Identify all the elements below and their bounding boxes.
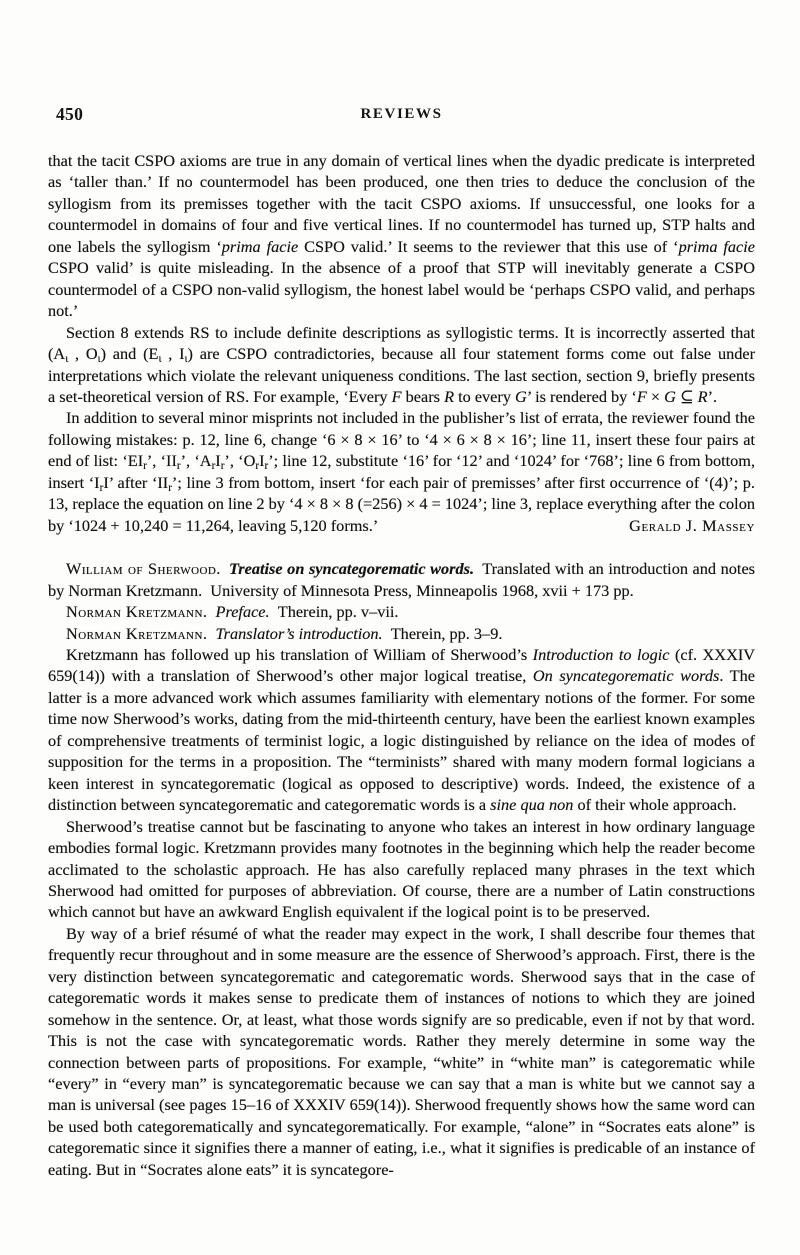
bibliography-entry-preface: Norman Kretzmann. Preface. Therein, pp. v–vii. xyxy=(66,602,399,622)
bibliography-entry-sherwood: William of Sherwood. Treatise on syncategorematic words. Translated with an introduction and notes by Norman Kretzmann. University of Minnesota Press, Minneapolis 1968, xvii + 173 pp. xyxy=(48,559,756,600)
paragraph-errata: In addition to several minor misprints not included in the publisher’s list of errata, the reviewer found the following mistakes: p. 12, line 6, change ‘6 × 8 × 16’ to ‘4 × 6 × 8 × 16’; line 11, insert these four pairs at end of list: ‘$EI_r$’, ‘$II_r$’, ‘$A_rI_r$’, ‘$O_rI_r$’; line 12, substitute ‘16’ for ‘12’ and ‘1024’ for ‘768’; line 6 from bottom, insert ‘$I_rI$’ after ‘$II_r$’; line 3 from bottom, insert ‘for each pair of premisses’ after first occurrence of ‘(4)’; p. 13, replace the equation on line 2 by ‘4 × 8 × 8 (=256) × 4 = 1024’; line 3, replace everything after the colon by ‘1024 + 10,240 = 11,264, leaving 5,120 forms.’ Gerald J. Massey xyxy=(48,408,756,535)
paragraph-stp-cspo: that the tacit CSPO axioms are true in any domain of vertical lines when the dyadic predicate is interpreted as ‘taller than.’ If no countermodel has been produced, one then tries to deduce the conclusion of the syllogism from its premisses together with the tacit CSPO axioms. If unsuccessful, one looks for a countermodel in domains of four and five vertical lines. If no countermodel has turned up, STP halts and one labels the syllogism ‘prima facie CSPO valid.’ It seems to the reviewer that this use of ‘prima facie CSPO valid’ is quite misleading. In the absence of a proof that STP will inevitably generate a CSPO countermodel of a CSPO non-valid syllogism, the honest label would be ‘perhaps CSPO valid, and perhaps not.’ xyxy=(48,151,756,321)
review-body xyxy=(48,150,755,1180)
paragraph-four-themes: By way of a brief résumé of what the reader may expect in the work, I shall describe four themes that frequently recur throughout and in some measure are the essence of Sherwood’s approach. First, there is the very distinction between syncategorematic and categorematic words. Sherwood says that in the case of categorematic words it makes sense to predicate them of instances of notions to which they are joined somehow in the sentence. Or, at least, what those words signify are so predicable, even if not by that word. This is not the case with syncategorematic words. Rather they merely determine in some way the connection between parts of propositions. For example, “white” in “white man” is categorematic while “every” in “every man” is syncategorematic because we can say that a man is white but we cannot say a man is universal (see pages 15–16 of XXXIV 659(14)). Sherwood frequently shows how the same word can be used both categorematically and syncategorematically. For example, “alone” in “Socrates eats alone” is categorematic since it signifies there a manner of eating, i.e., what it signifies is predicable of an instance of eating. But in “Socrates alone eats” it is syncategore- xyxy=(48,923,755,1179)
page-number: 450 xyxy=(56,104,84,124)
running-head-title: REVIEWS xyxy=(360,106,443,122)
running-header xyxy=(48,104,755,126)
bibliography-entry-translators-introduction: Norman Kretzmann. Translator’s introduction. Therein, pp. 3–9. xyxy=(66,623,503,643)
paragraph-kretzmann-translation: Kretzmann has followed up his translation of William of Sherwood’s Introduction to logic (cf. XXXIV 659(14)) with a translation of Sherwood’s other major logical treatise, On syncategorematic words. The latter is a more advanced work which assumes familiarity with elementary notions of the former. For some time now Sherwood’s works, dating from the mid-thirteenth century, have been the earliest known examples of comprehensive treatments of terminist logic, a logic distinguished by reliance on the idea of modes of supposition for the terms in a proposition. The “terminists” shared with many modern formal logicians a keen interest in syncategorematic (logical as opposed to descriptive) words. Indeed, the existence of a distinction between syncategorematic and categorematic words is a sine qua non of their whole approach. xyxy=(48,644,756,815)
paragraph-sherwood-treatise: Sherwood’s treatise cannot but be fascinating to anyone who takes an interest in how ordinary language embodies formal logic. Kretzmann provides many footnotes in the beginning which help the reader become acclimated to the scholastic approach. He has also carefully replaced many phrases in the text which Sherwood had omitted for purposes of abbreviation. Of course, there are a number of Latin constructions which cannot but have an awkward English equivalent if the logical point is to be preserved. xyxy=(48,816,755,922)
reviewer-signature: Gerald J. Massey xyxy=(629,515,755,535)
paragraph-section-8: Section 8 extends RS to include definite descriptions as syllogistic terms. It is incorrectly asserted that ($A_\iota$ , $O_\iota$) and ($E_\iota$ , $I_\iota$) are CSPO contradictories, because all four statement forms come out false under interpretations which violate the relevant uniqueness conditions. The last section, section 9, briefly presents a set-theoretical version of RS. For example, ‘Every F bears R to every G’ is rendered by ‘F × G ⊆ R’. xyxy=(48,322,756,406)
